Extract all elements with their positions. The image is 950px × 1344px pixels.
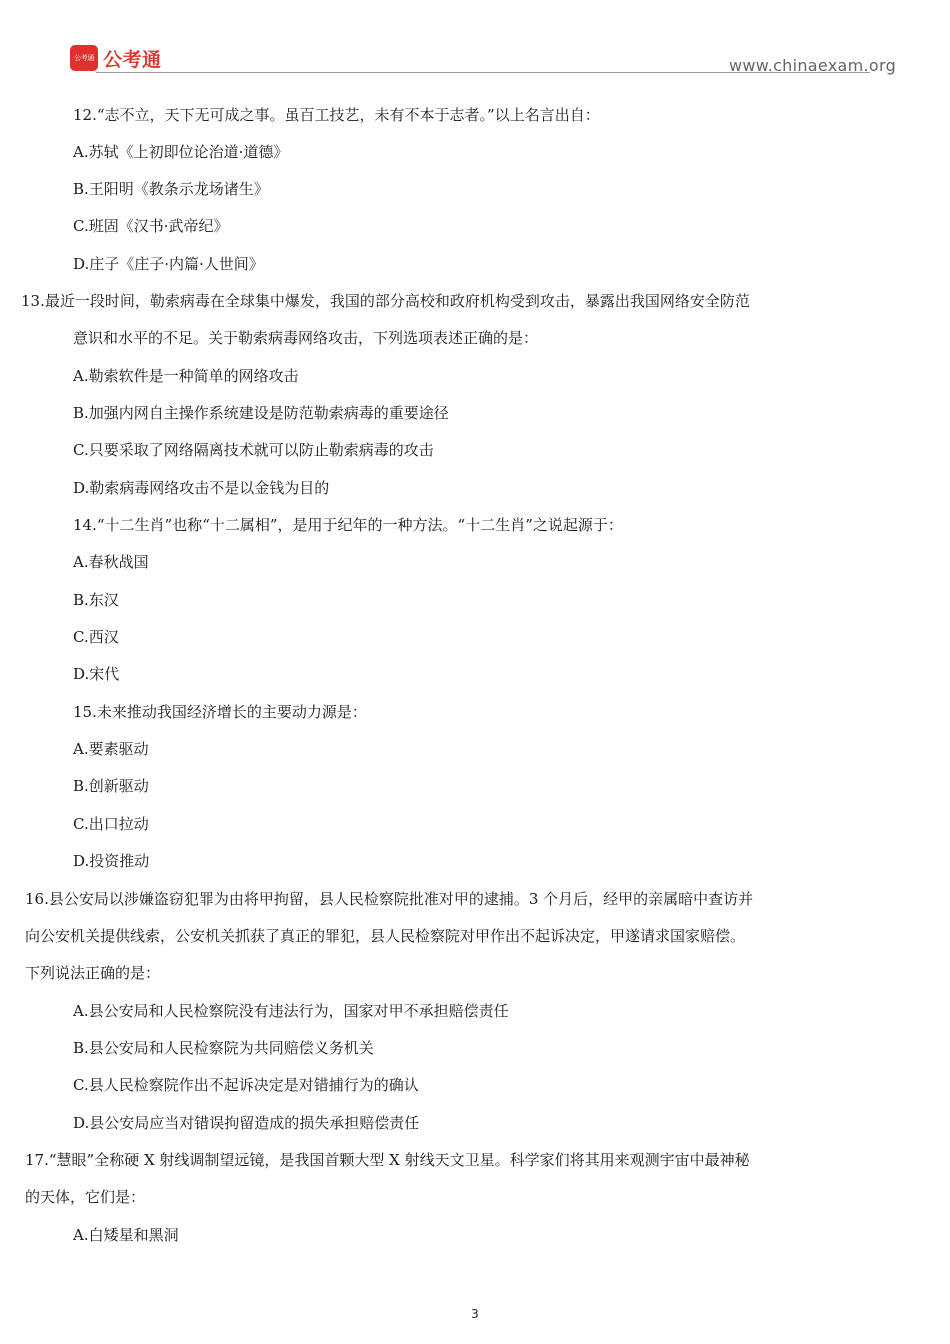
q14-option-d: D.宋代 (73, 665, 120, 683)
q15-option-b: B.创新驱动 (73, 777, 149, 795)
q17-stem-line1: 17.“慧眼”全称硬 X 射线调制望远镜，是我国首颗大型 X 射线天文卫星。科学家们将其用来观测宇宙中最神秘 (25, 1151, 750, 1169)
q16-option-c: C.县人民检察院作出不起诉决定是对错捕行为的确认 (73, 1076, 419, 1094)
q15-option-c: C.出口拉动 (73, 815, 149, 833)
q14-option-c: C.西汉 (73, 628, 119, 646)
page-number: 3 (471, 1307, 479, 1321)
header-url[interactable]: www.chinaexam.org (729, 56, 897, 75)
header-logo (70, 44, 162, 72)
q14-option-b: B.东汉 (73, 591, 119, 609)
q17-stem-line2: 的天体，它们是： (25, 1188, 146, 1206)
q15-option-a: A.要素驱动 (73, 740, 149, 758)
q16-stem-line3: 下列说法正确的是： (25, 964, 161, 982)
q15-option-d: D.投资推动 (73, 852, 150, 870)
q14-option-a: A.春秋战国 (73, 553, 149, 571)
q16-stem-line1: 16.县公安局以涉嫌盗窃犯罪为由将甲拘留，县人民检察院批准对甲的逮捕。3 个月后，经甲的亲属暗中查访并 (25, 890, 754, 908)
q12-option-a: A.苏轼《上初即位论治道·道德》 (73, 143, 289, 161)
q13-stem-line1: 13.最近一段时间，勒索病毒在全球集中爆发，我国的部分高校和政府机构受到攻击，暴露出我国网络安全防范 (21, 292, 750, 310)
logo-badge-icon: 公考通 (70, 45, 98, 71)
q16-option-d: D.县公安局应当对错误拘留造成的损失承担赔偿责任 (73, 1114, 420, 1132)
q12-option-d: D.庄子《庄子·内篇·人世间》 (73, 255, 264, 273)
q17-option-a: A.白矮星和黑洞 (73, 1226, 179, 1244)
q12-stem: 12.“志不立，天下无可成之事。虽百工技艺，未有不本于志者。”以上名言出自： (73, 106, 600, 124)
logo-text: 公考通 (103, 48, 162, 71)
q15-stem: 15.未来推动我国经济增长的主要动力源是： (73, 703, 367, 721)
q12-option-b: B.王阳明《教条示龙场诸生》 (73, 180, 269, 198)
q13-option-a: A.勒索软件是一种简单的网络攻击 (73, 367, 299, 385)
q16-stem-line2: 向公安机关提供线索，公安机关抓获了真正的罪犯，县人民检察院对甲作出不起诉决定，甲遂请求国家赔偿。 (25, 927, 746, 945)
q13-stem-line2: 意识和水平的不足。关于勒索病毒网络攻击，下列选项表述正确的是： (73, 329, 539, 347)
q16-option-a: A.县公安局和人民检察院没有违法行为，国家对甲不承担赔偿责任 (73, 1002, 509, 1020)
q12-option-c: C.班固《汉书·武帝纪》 (73, 217, 229, 235)
q14-stem: 14.“十二生肖”也称“十二属相”，是用于纪年的一种方法。“十二生肖”之说起源于： (73, 516, 623, 534)
q16-option-b: B.县公安局和人民检察院为共同赔偿义务机关 (73, 1039, 374, 1057)
q13-option-c: C.只要采取了网络隔离技术就可以防止勒索病毒的攻击 (73, 441, 434, 459)
q13-option-d: D.勒索病毒网络攻击不是以金钱为目的 (73, 479, 330, 497)
q13-option-b: B.加强内网自主操作系统建设是防范勒索病毒的重要途径 (73, 404, 449, 422)
